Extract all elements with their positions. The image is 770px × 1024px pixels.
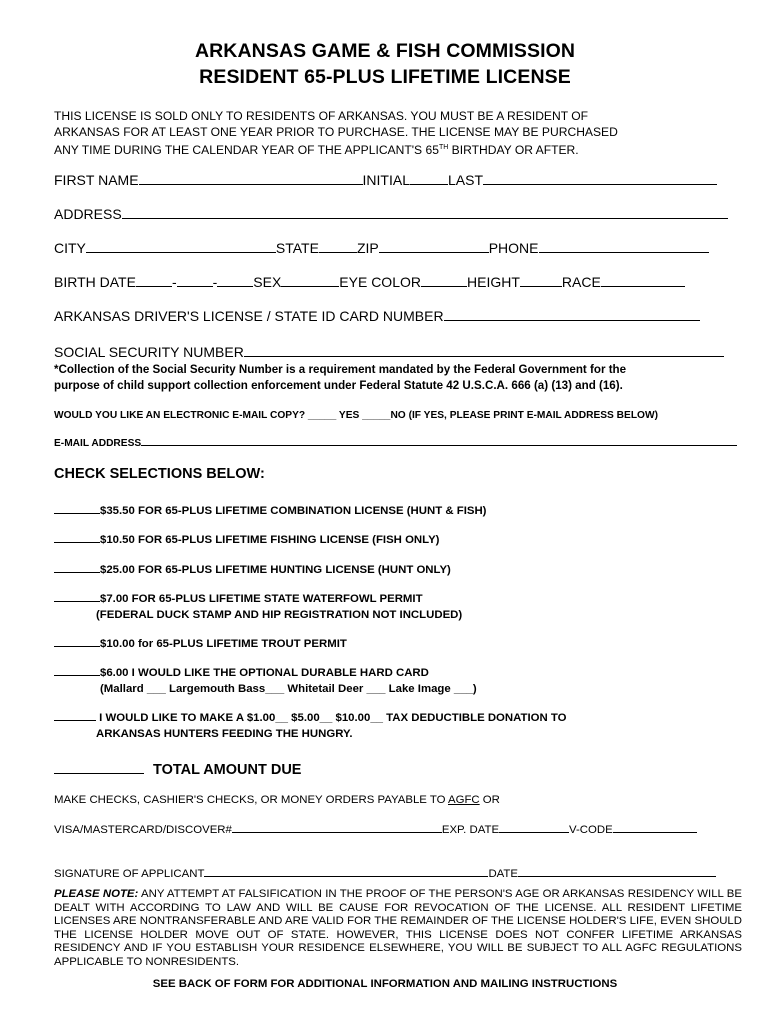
signature-date-label: DATE bbox=[488, 868, 518, 880]
email-question: WOULD YOU LIKE AN ELECTRONIC E-MAIL COPY? _____ YES _____NO (IF YES, PLEASE PRINT E-MAIL ADDRESS BELOW) bbox=[54, 410, 658, 421]
city-field[interactable] bbox=[86, 240, 276, 253]
race-field[interactable] bbox=[601, 274, 685, 287]
vcode-label: V-CODE bbox=[569, 824, 613, 836]
option-waterfowl bbox=[54, 591, 462, 623]
option-trout-checkbox[interactable] bbox=[54, 636, 100, 647]
vcode-field[interactable] bbox=[613, 822, 697, 833]
birth-date-dash-1: - bbox=[171, 274, 177, 290]
card-label: VISA/MASTERCARD/DISCOVER# bbox=[54, 824, 232, 836]
email-field[interactable] bbox=[141, 436, 737, 446]
option-donation-label: I WOULD LIKE TO MAKE A $1.00__ $5.00__ $10.00__ TAX DEDUCTIBLE DONATION TO bbox=[96, 712, 567, 724]
email-row bbox=[54, 436, 737, 449]
option-hard-card-checkbox[interactable] bbox=[54, 665, 100, 676]
option-trout-label: $10.00 for 65-PLUS LIFETIME TROUT PERMIT bbox=[100, 638, 347, 650]
option-hard-card-images: (Mallard ___ Largemouth Bass___ Whitetail Deer ___ Lake Image ___) bbox=[100, 683, 477, 695]
birth-date-dash-2: - bbox=[212, 274, 218, 290]
agfc-text: AGFC bbox=[447, 794, 480, 806]
payment-instructions bbox=[54, 794, 500, 806]
birth-day-field[interactable] bbox=[177, 274, 213, 287]
option-donation-checkbox[interactable] bbox=[54, 710, 96, 721]
initial-field[interactable] bbox=[410, 172, 448, 185]
dl-row bbox=[54, 308, 700, 324]
last-name-label: LAST bbox=[448, 172, 484, 188]
option-hard-card-label: $6.00 I WOULD LIKE THE OPTIONAL DURABLE HARD CARD bbox=[100, 667, 429, 679]
option-combination bbox=[54, 503, 486, 519]
option-combination-checkbox[interactable] bbox=[54, 503, 100, 514]
phone-field[interactable] bbox=[539, 240, 709, 253]
dl-number-label: ARKANSAS DRIVER'S LICENSE / STATE ID CARD NUMBER bbox=[54, 308, 444, 324]
ssn-note-line-1: *Collection of the Social Security Number is a requirement mandated by the Federal Government for the bbox=[54, 363, 627, 376]
first-name-label: FIRST NAME bbox=[54, 172, 139, 188]
address-label: ADDRESS bbox=[54, 206, 122, 222]
intro-text bbox=[54, 108, 744, 158]
note-lead: PLEASE NOTE: bbox=[54, 888, 139, 900]
sex-field[interactable] bbox=[281, 274, 339, 287]
form-subtitle: RESIDENT 65-PLUS LIFETIME LICENSE bbox=[199, 66, 571, 88]
option-waterfowl-label: $7.00 FOR 65-PLUS LIFETIME STATE WATERFOWL PERMIT bbox=[100, 593, 423, 605]
exp-date-field[interactable] bbox=[499, 822, 569, 833]
intro-line-3 bbox=[54, 140, 744, 158]
birth-row bbox=[54, 274, 685, 290]
race-label: RACE bbox=[561, 274, 601, 290]
exp-date-label: EXP. DATE bbox=[441, 824, 500, 836]
zip-label: ZIP bbox=[356, 240, 379, 256]
option-fishing-checkbox[interactable] bbox=[54, 532, 100, 543]
option-hunting-checkbox[interactable] bbox=[54, 562, 100, 573]
address-field[interactable] bbox=[122, 206, 728, 219]
ssn-label: SOCIAL SECURITY NUMBER bbox=[54, 344, 244, 360]
initial-label: INITIAL bbox=[362, 172, 410, 188]
option-fishing-label: $10.50 FOR 65-PLUS LIFETIME FISHING LICENSE (FISH ONLY) bbox=[100, 534, 440, 546]
signature-date-field[interactable] bbox=[518, 866, 716, 877]
card-row bbox=[54, 822, 697, 836]
payment-text: MAKE CHECKS, CASHIER'S CHECKS, OR MONEY ORDERS PAYABLE TO bbox=[54, 794, 448, 806]
state-field[interactable] bbox=[319, 240, 357, 253]
signature-field[interactable] bbox=[204, 866, 488, 877]
option-donation-sub: ARKANSAS HUNTERS FEEDING THE HUNGRY. bbox=[96, 728, 353, 740]
zip-field[interactable] bbox=[379, 240, 489, 253]
intro-line-3-text: ANY TIME DURING THE CALENDAR YEAR OF THE APPLICANT'S 65 bbox=[54, 143, 439, 158]
phone-label: PHONE bbox=[488, 240, 539, 256]
first-name-field[interactable] bbox=[139, 172, 363, 185]
ssn-note bbox=[54, 362, 626, 394]
dl-number-field[interactable] bbox=[444, 308, 700, 321]
birth-date-label: BIRTH DATE bbox=[54, 274, 136, 290]
card-number-field[interactable] bbox=[232, 822, 442, 833]
form-title: ARKANSAS GAME & FISH COMMISSION bbox=[194, 40, 576, 62]
selections-heading: CHECK SELECTIONS BELOW: bbox=[54, 466, 265, 482]
option-trout bbox=[54, 636, 347, 652]
name-row bbox=[54, 172, 717, 188]
signature-row bbox=[54, 866, 716, 880]
ssn-row bbox=[54, 344, 724, 360]
city-row bbox=[54, 240, 709, 256]
total-row bbox=[54, 759, 301, 778]
intro-line-3-end: BIRTHDAY OR AFTER. bbox=[448, 143, 579, 158]
footer-instructions: SEE BACK OF FORM FOR ADDITIONAL INFORMATION AND MAILING INSTRUCTIONS bbox=[152, 978, 618, 990]
last-name-field[interactable] bbox=[483, 172, 717, 185]
height-field[interactable] bbox=[520, 274, 562, 287]
option-combination-label: $35.50 FOR 65-PLUS LIFETIME COMBINATION LICENSE (HUNT & FISH) bbox=[100, 505, 487, 517]
birth-year-field[interactable] bbox=[217, 274, 253, 287]
legal-note bbox=[54, 888, 742, 970]
intro-superscript: TH bbox=[438, 144, 449, 151]
payment-or: OR bbox=[479, 794, 500, 806]
intro-line-1: THIS LICENSE IS SOLD ONLY TO RESIDENTS OF ARKANSAS. YOU MUST BE A RESIDENT OF bbox=[54, 109, 589, 123]
height-label: HEIGHT bbox=[467, 274, 520, 290]
total-label: TOTAL AMOUNT DUE bbox=[153, 762, 302, 778]
option-hunting bbox=[54, 562, 451, 578]
intro-line-2: ARKANSAS FOR AT LEAST ONE YEAR PRIOR TO PURCHASE. THE LICENSE MAY BE PURCHASED bbox=[54, 125, 618, 139]
email-label: E-MAIL ADDRESS bbox=[54, 438, 142, 449]
ssn-field[interactable] bbox=[244, 344, 724, 357]
note-text: ANY ATTEMPT AT FALSIFICATION IN THE PROOF OF THE PERSON'S AGE OR ARKANSAS RESIDENCY WILL BE DEALT WITH ACCORDING TO LAW AND WILL BE CAUSE FOR REVOCATION OF THE LICENSE. ALL RESIDENT LIFETIME LICENSES ARE NONTRANSFERABLE AND ARE VALID FOR THE REMAINDER OF THE LICENSE HOLDER'S LIFE, EVEN SHOULD THE LICENSE HOLDER MOVE OUT OF STATE. HOWEVER, THIS LICENSE DOES NOT CONFER LIFETIME ARKANSAS RESIDENCY AND IF YOU ESTABLISH YOUR RESIDENCE ELSEWHERE, YOU WILL BE SUBJECT TO ALL AGFC REGULATIONS APPLICABLE TO NONRESIDENTS. bbox=[54, 888, 742, 968]
ssn-note-line-2: purpose of child support collection enforcement under Federal Statute 42 U.S.C.A. 666 (a) (13) and (16). bbox=[54, 379, 623, 392]
eye-color-field[interactable] bbox=[421, 274, 467, 287]
state-label: STATE bbox=[275, 240, 319, 256]
option-hunting-label: $25.00 FOR 65-PLUS LIFETIME HUNTING LICENSE (HUNT ONLY) bbox=[100, 564, 451, 576]
option-donation bbox=[54, 710, 567, 742]
city-label: CITY bbox=[54, 240, 86, 256]
signature-label: SIGNATURE OF APPLICANT bbox=[54, 868, 205, 880]
birth-month-field[interactable] bbox=[136, 274, 172, 287]
option-fishing bbox=[54, 532, 439, 548]
total-amount-field[interactable] bbox=[54, 759, 144, 774]
address-row bbox=[54, 206, 728, 222]
sex-label: SEX bbox=[253, 274, 282, 290]
option-waterfowl-sub: (FEDERAL DUCK STAMP AND HIP REGISTRATION NOT INCLUDED) bbox=[96, 609, 463, 621]
eye-color-label: EYE COLOR bbox=[339, 274, 421, 290]
option-waterfowl-checkbox[interactable] bbox=[54, 591, 100, 602]
option-hard-card bbox=[54, 665, 477, 697]
